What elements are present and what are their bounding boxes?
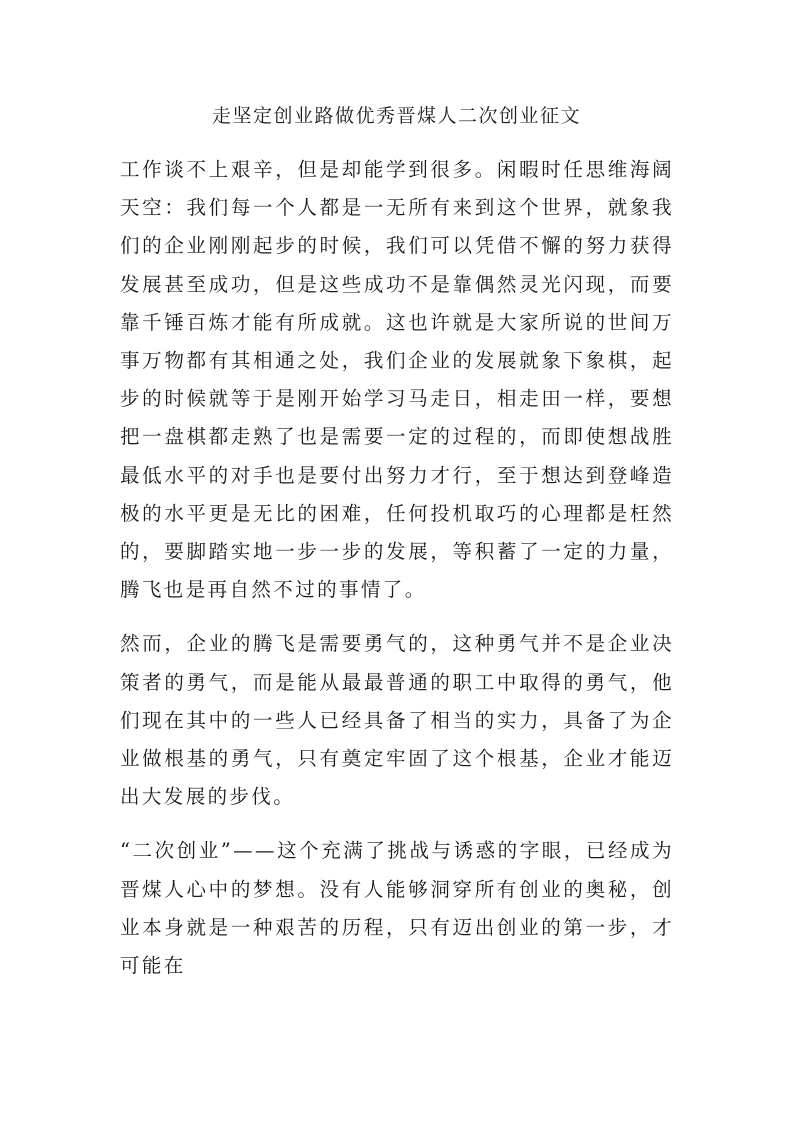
document-title: 走坚定创业路做优秀晋煤人二次创业征文 [211,105,581,127]
paragraph-2: 然而，企业的腾飞是需要勇气的，这种勇气并不是企业决策者的勇气，而是能从最最普通的职工中取得的勇气，他们现在其中的一些人已经具备了相当的实力，具备了为企业做根基的勇气，只有奠定牢固了这个根基，企业才能迈出大发展的步伐。 [120,632,674,809]
paragraph-1: 工作谈不上艰辛，但是却能学到很多。闲暇时任思维海阔天空：我们每一个人都是一无所有来到这个世界，就象我们的企业刚刚起步的时候，我们可以凭借不懈的努力获得发展甚至成功，但是这些成功不是靠偶然灵光闪现，而要靠千锤百炼才能有所成就。这也许就是大家所说的世间万事万物都有其相通之处，我们企业的发展就象下象棋，起步的时候就等于是刚开始学习马走日，相走田一样，要想把一盘棋都走熟了也是需要一定的过程的，而即使想战胜最低水平的对手也是要付出努力才行，至于想达到登峰造极的水平更是无比的困难，任何投机取巧的心理都是枉然的，要脚踏实地一步一步的发展，等积蓄了一定的力量，腾飞也是再自然不过的事情了。 [120,158,674,602]
document-body [120,151,674,1001]
paragraph-3: “二次创业”——这个充满了挑战与诱惑的字眼，已经成为晋煤人心中的梦想。没有人能够洞穿所有创业的奥秘，创业本身就是一种艰苦的历程，只有迈出创业的第一步，才可能在 [120,839,674,978]
